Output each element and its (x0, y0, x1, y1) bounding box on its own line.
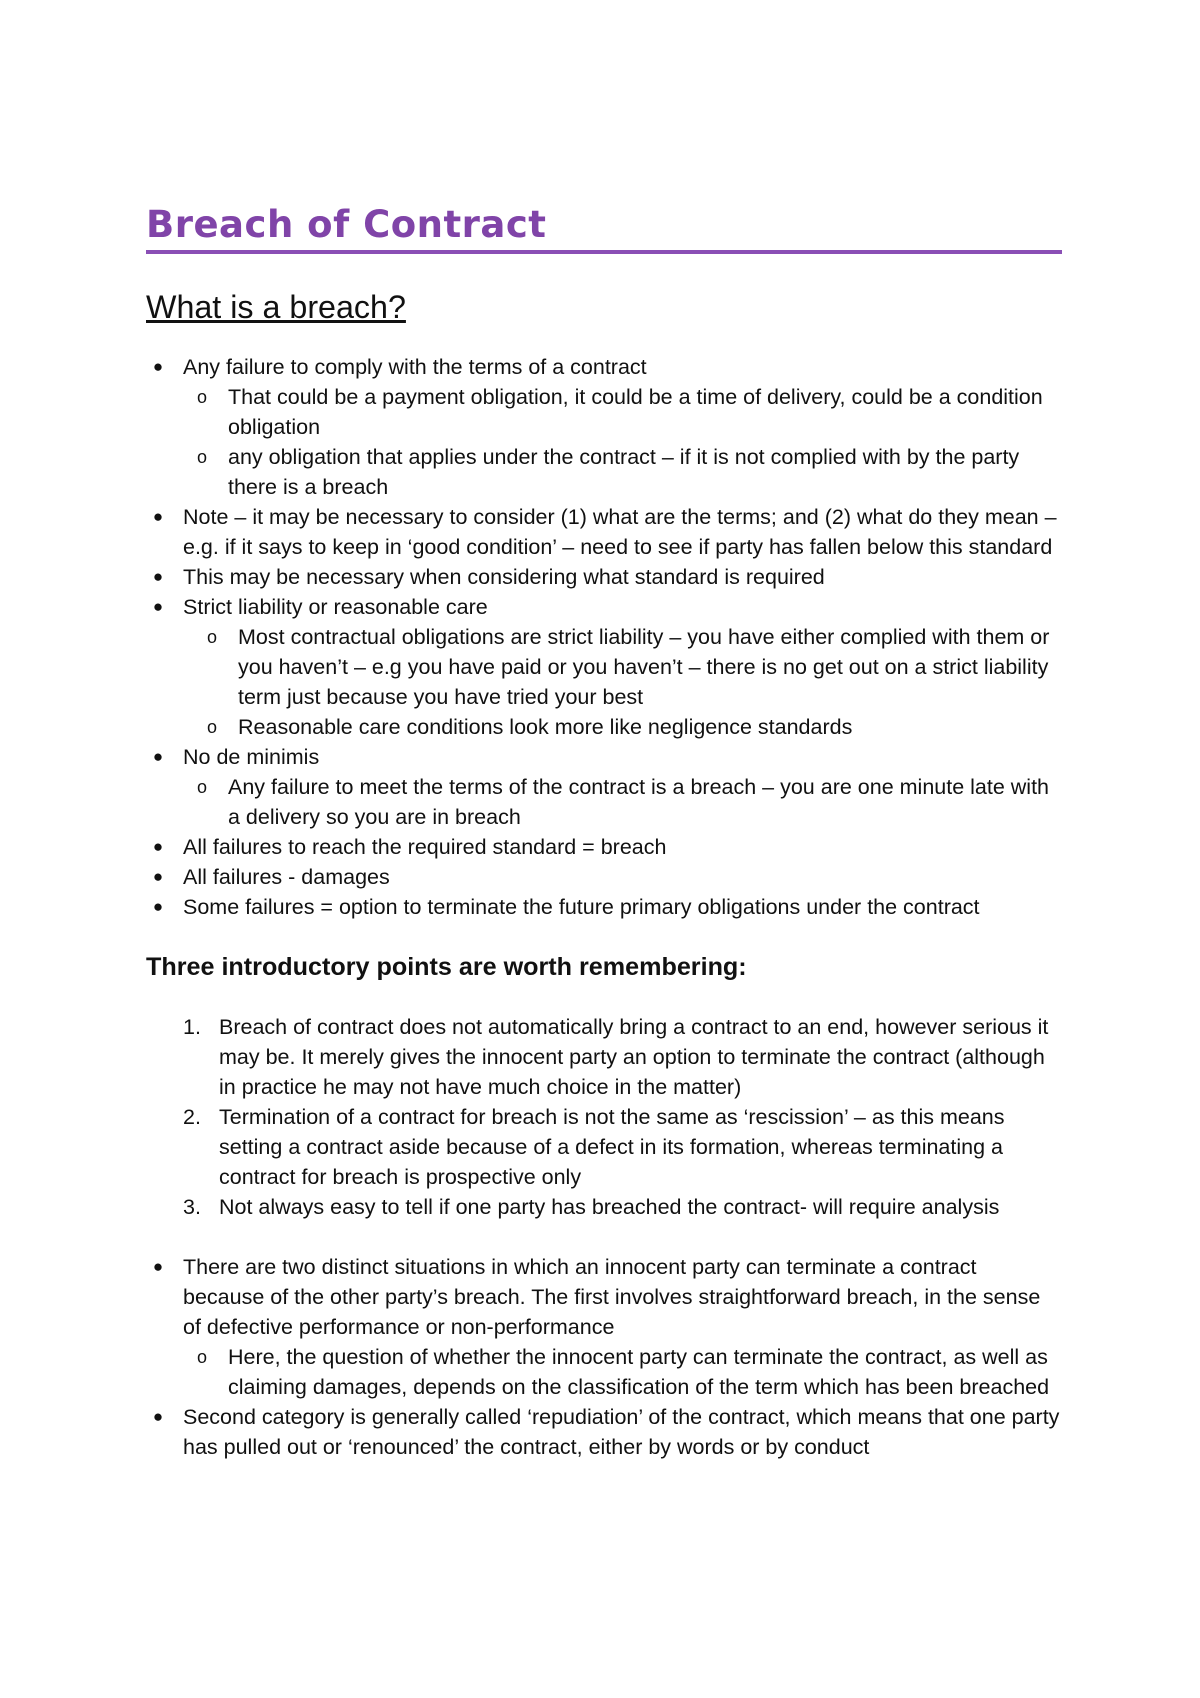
list-item-text: All failures to reach the required standard = breach (183, 835, 667, 859)
bullet-icon: ● (152, 837, 164, 856)
list-item-text: Most contractual obligations are strict liability – you have either complied with them or you haven’t – e.g you have paid or you haven’t – there is no get out on a strict liability term just because you have tried your best (238, 625, 1050, 709)
document-title: Breach of Contract (146, 203, 547, 246)
list-item-text: Strict liability or reasonable care (183, 595, 488, 619)
sub-list-item (146, 772, 1062, 832)
sub-list-item (146, 1342, 1062, 1402)
list-item (146, 832, 1062, 862)
list-item-text: Second category is generally called ‘repudiation’ of the contract, which means that one party has pulled out or ‘renounced’ the contract, either by words or by conduct (183, 1405, 1060, 1459)
list-item (146, 1252, 1062, 1342)
circle-bullet-icon: o (196, 447, 207, 467)
breach-list (146, 352, 1062, 922)
section-heading: What is a breach? (146, 289, 406, 325)
list-item-text: Any failure to comply with the terms of a contract (183, 355, 647, 379)
list-item-text: Note – it may be necessary to consider (1) what are the terms; and (2) what do they mean – e.g. if it says to keep in ‘good condition’ – need to see if party has fallen below this standard (183, 505, 1057, 559)
sub-list-item (146, 622, 1062, 712)
list-item-text: That could be a payment obligation, it could be a time of delivery, could be a condition obligation (228, 385, 1043, 439)
list-item (146, 502, 1062, 562)
numbered-item (146, 1012, 1062, 1102)
bullet-icon: ● (152, 867, 164, 886)
circle-bullet-icon: o (206, 717, 217, 737)
bullet-icon: ● (152, 897, 164, 916)
list-item (146, 352, 1062, 382)
sub-list-item (146, 442, 1062, 502)
bullet-icon: ● (152, 357, 164, 376)
list-item (146, 742, 1062, 772)
circle-bullet-icon: o (206, 627, 217, 647)
bullet-icon: ● (152, 567, 164, 586)
list-item-text: Some failures = option to terminate the future primary obligations under the contract (183, 895, 980, 919)
circle-bullet-icon: o (196, 1347, 207, 1367)
numbered-item (146, 1192, 1062, 1222)
numbered-item (146, 1102, 1062, 1192)
spacer (146, 1222, 1062, 1252)
section-heading: Three introductory points are worth remembering: (146, 953, 747, 981)
document-page (146, 0, 1062, 1698)
numbered-list (146, 1012, 1062, 1222)
termination-list (146, 1252, 1062, 1462)
list-item (146, 862, 1062, 892)
list-item-text: Breach of contract does not automatically bring a contract to an end, however serious it may be. It merely gives the innocent party an option to terminate the contract (although in practice he may not have much choice in the matter) (219, 1015, 1049, 1099)
spacer (146, 982, 1062, 1012)
spacer (146, 322, 1062, 352)
item-number: 1. (183, 1015, 201, 1039)
document-body (146, 289, 1062, 1462)
list-item (146, 562, 1062, 592)
item-number: 2. (183, 1105, 201, 1129)
sub-list-item (146, 712, 1062, 742)
item-number: 3. (183, 1195, 201, 1219)
list-item-text: All failures - damages (183, 865, 390, 889)
list-item (146, 1402, 1062, 1462)
list-item (146, 892, 1062, 922)
list-item-text: There are two distinct situations in which an innocent party can terminate a contract because of the other party’s breach. The first involves straightforward breach, in the sense of defective performance or non-performance (183, 1255, 1041, 1339)
list-item-text: This may be necessary when considering what standard is required (183, 565, 825, 589)
bullet-icon: ● (152, 1407, 164, 1426)
list-item-text: No de minimis (183, 745, 320, 769)
list-item-text: Termination of a contract for breach is not the same as ‘rescission’ – as this means setting a contract aside because of a defect in its formation, whereas terminating a contract for breach is prospective only (219, 1105, 1005, 1189)
list-item-text: Reasonable care conditions look more like negligence standards (238, 715, 853, 739)
circle-bullet-icon: o (196, 387, 207, 407)
circle-bullet-icon: o (196, 777, 207, 797)
list-item (146, 592, 1062, 622)
bullet-icon: ● (152, 507, 164, 526)
bullet-icon: ● (152, 747, 164, 766)
list-item-text: Here, the question of whether the innocent party can terminate the contract, as well as claiming damages, depends on the classification of the term which has been breached (228, 1345, 1050, 1399)
sub-list-item (146, 382, 1062, 442)
bullet-icon: ● (152, 597, 164, 616)
list-item-text: Not always easy to tell if one party has breached the contract- will require analysis (219, 1195, 1000, 1219)
spacer (146, 922, 1062, 952)
list-item-text: Any failure to meet the terms of the contract is a breach – you are one minute late with a delivery so you are in breach (228, 775, 1050, 829)
bullet-icon: ● (152, 1257, 164, 1276)
title-divider (146, 250, 1062, 254)
list-item-text: any obligation that applies under the contract – if it is not complied with by the party there is a breach (228, 445, 1020, 499)
